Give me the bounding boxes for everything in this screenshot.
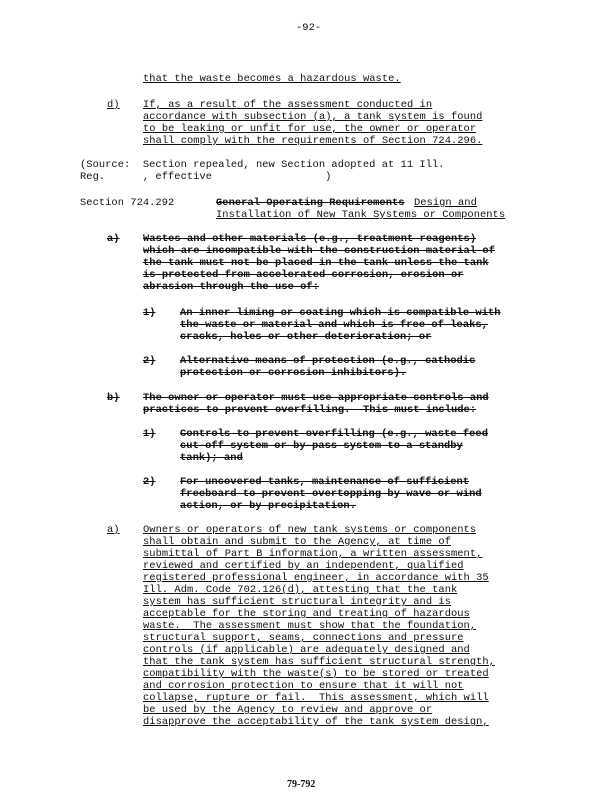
new-subsection-a-line: collapse, rupture or fail. This assessment, which will bbox=[143, 692, 489, 704]
new-subsection-a-line: structural support, seams, connections and pressure bbox=[143, 632, 464, 644]
subsection-d-line: If, as a result of the assessment conducted in bbox=[143, 99, 433, 111]
old-subsection-b-line: practices to prevent overfilling. This must include: bbox=[143, 404, 477, 416]
subsection-d-line: to be leaking or unfit for use, the owner or operator bbox=[143, 123, 477, 135]
continuation-line: that the waste becomes a hazardous waste. bbox=[143, 73, 401, 85]
old-item-line: cracks, holes or other deterioration; or bbox=[180, 331, 432, 343]
old-item-label: 1) bbox=[143, 428, 156, 440]
new-subsection-a-line: that the tank system has sufficient structural strength, bbox=[143, 656, 495, 668]
old-subsection-b-line: The owner or operator must use appropriate controls and bbox=[143, 392, 489, 404]
old-subsection-a-line: which are incompatible with the construction material of bbox=[143, 245, 495, 257]
new-subsection-a-line: and corrosion protection to ensure that it will not bbox=[143, 680, 464, 692]
old-item-label: 2) bbox=[143, 476, 156, 488]
old-item-line: freeboard to prevent overtopping by wave or wind bbox=[180, 488, 482, 500]
old-item-line: tank); and bbox=[180, 452, 243, 464]
old-item-line: action, or by precipitation. bbox=[180, 500, 356, 512]
section-title-new: Installation of New Tank Systems or Components bbox=[216, 209, 506, 221]
new-subsection-a-line: waste. The assessment must show that the foundation, bbox=[143, 620, 477, 632]
page-number: -92- bbox=[296, 22, 322, 34]
footer-code: 79-792 bbox=[287, 779, 316, 790]
source-note: Reg. , effective ) bbox=[80, 171, 332, 183]
new-subsection-a-line: Owners or operators of new tank systems or components bbox=[143, 524, 477, 536]
subsection-d-line: accordance with subsection (a), a tank system is found bbox=[143, 111, 483, 123]
new-subsection-a-line: compatibility with the waste(s) to be stored or treated bbox=[143, 668, 489, 680]
new-subsection-a-line: acceptable for the storing and treating of hazardous bbox=[143, 608, 470, 620]
old-item-line: protection or corrosion inhibitors). bbox=[180, 367, 407, 379]
new-subsection-a-line: be used by the Agency to review and approve or bbox=[143, 704, 433, 716]
old-item-line: Controls to prevent overfilling (e.g., waste feed bbox=[180, 428, 488, 440]
old-subsection-a-line: is protected from accelerated corrosion, erosion or bbox=[143, 269, 464, 281]
new-subsection-a-line: disapprove the acceptability of the tank system design, bbox=[143, 716, 489, 728]
old-subsection-a-line: the tank must not be placed in the tank unless the tank bbox=[143, 257, 489, 269]
subsection-d-line: shall comply with the requirements of Section 724.296. bbox=[143, 135, 483, 147]
source-note: (Source: Section repealed, new Section adopted at 11 Ill. bbox=[80, 159, 445, 171]
new-subsection-a-line: shall obtain and submit to the Agency, at time of bbox=[143, 536, 451, 548]
new-subsection-a-line: controls (if applicable) are adequately designed and bbox=[143, 644, 470, 656]
old-item-label: 2) bbox=[143, 355, 156, 367]
old-item-line: Alternative means of protection (e.g., cathodic bbox=[180, 355, 476, 367]
old-item-line: For uncovered tanks, maintenance of sufficient bbox=[180, 476, 470, 488]
old-subsection-a-line: Wastes and other materials (e.g., treatment reagents) bbox=[143, 233, 477, 245]
section-number: Section 724.292 bbox=[80, 197, 175, 209]
old-item-line: cut-off system or by-pass system to a standby bbox=[180, 440, 463, 452]
old-item-label: 1) bbox=[143, 307, 156, 319]
subsection-d-label: d) bbox=[107, 99, 120, 111]
new-subsection-a-line: reviewed and certified by an independent, qualified bbox=[143, 560, 464, 572]
section-title-struck: General Operating Requirements bbox=[216, 197, 405, 209]
old-subsection-a-label: a) bbox=[107, 233, 120, 245]
old-item-line: the waste or material and which is free of leaks, bbox=[180, 319, 488, 331]
section-title-new: Design and bbox=[414, 197, 477, 209]
old-subsection-a-line: abrasion through the use of: bbox=[143, 281, 319, 293]
new-subsection-a-line: system has sufficient structural integrity and is bbox=[143, 596, 451, 608]
new-subsection-a-line: registered professional engineer, in accordance with 35 bbox=[143, 572, 489, 584]
new-subsection-a-label: a) bbox=[107, 524, 120, 536]
old-item-line: An inner liming or coating which is compatible with bbox=[180, 307, 501, 319]
new-subsection-a-line: Ill. Adm. Code 702.126(d), attesting that the tank bbox=[143, 584, 458, 596]
new-subsection-a-line: submittal of Part B information, a written assessment, bbox=[143, 548, 483, 560]
old-subsection-b-label: b) bbox=[107, 392, 120, 404]
